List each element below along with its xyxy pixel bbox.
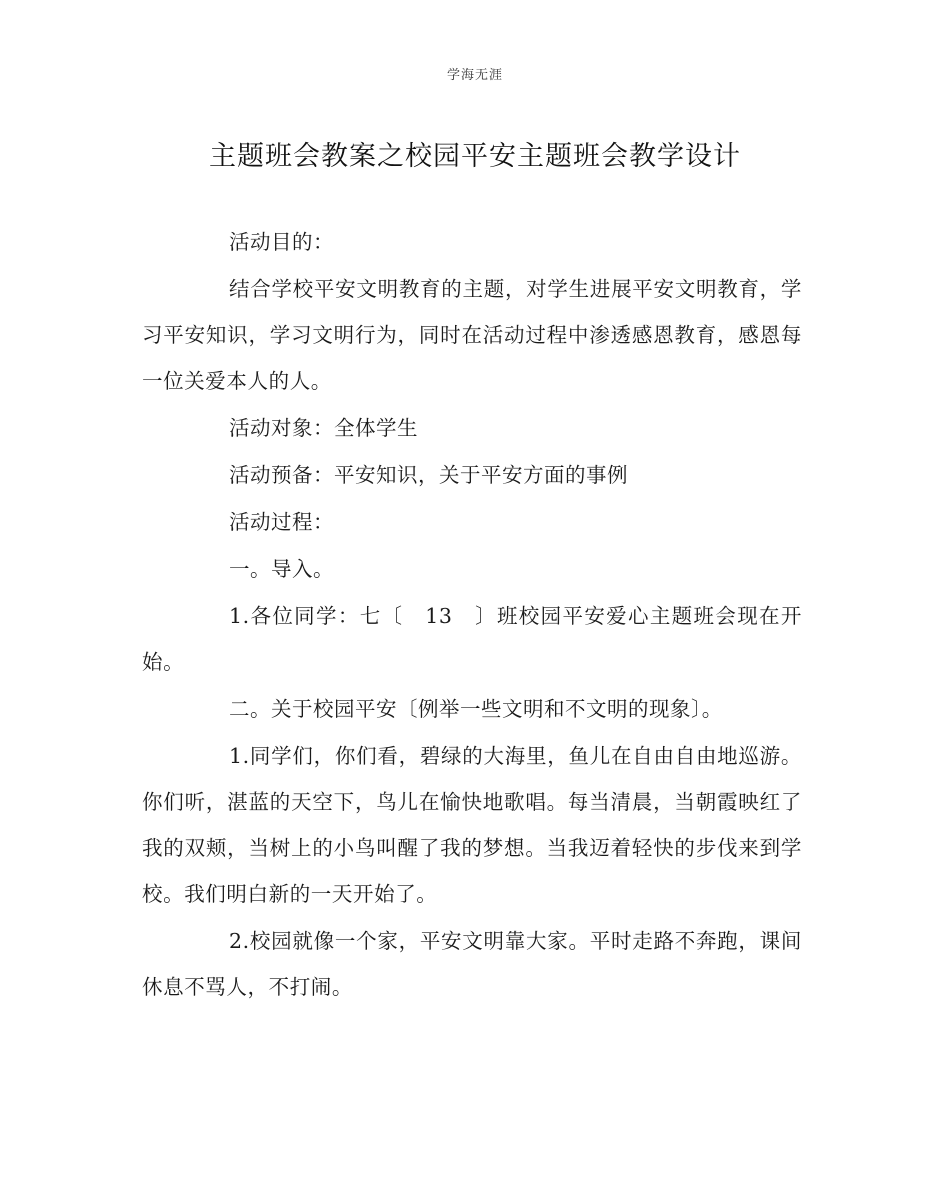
paragraph-intro-item-1: 1.各位同学：七〔 13 〕班校园平安爱心主题班会现在开始。 xyxy=(142,604,802,674)
paragraph-activity-target: 活动对象：全体学生 xyxy=(229,416,418,440)
paragraph-campus-item-1: 1.同学们，你们看，碧绿的大海里，鱼儿在自由自由地巡游。你们听，湛蓝的天空下，鸟儿在愉快地歌唱。每当清晨，当朝霞映红了我的双颊，当树上的小鸟叫醒了我的梦想。当我迈着轻快的步伐来到学校。我们明白新的一天开始了。 xyxy=(142,744,802,906)
document-title: 主题班会教案之校园平安主题班会教学设计 xyxy=(209,141,741,172)
paragraph-section-campus-safety: 二。关于校园平安〔例举一些文明和不文明的现象〕。 xyxy=(229,697,723,721)
paragraph-campus-item-2: 2.校园就像一个家，平安文明靠大家。平时走路不奔跑，课间休息不骂人，不打闹。 xyxy=(142,929,802,999)
page-header: 学海无涯 xyxy=(446,68,503,83)
paragraph-activity-process-heading: 活动过程： xyxy=(229,510,334,534)
document-body xyxy=(142,219,802,1011)
paragraph-activity-preparation: 活动预备：平安知识，关于平安方面的事例 xyxy=(229,463,628,487)
paragraph-activity-goal: 结合学校平安文明教育的主题，对学生进展平安文明教育，学习平安知识，学习文明行为，同时在活动过程中渗透感恩教育，感恩每一位关爱本人的人。 xyxy=(142,277,802,393)
paragraph-section-intro: 一。导入。 xyxy=(229,557,334,581)
paragraph-activity-goal-heading: 活动目的： xyxy=(229,230,334,254)
